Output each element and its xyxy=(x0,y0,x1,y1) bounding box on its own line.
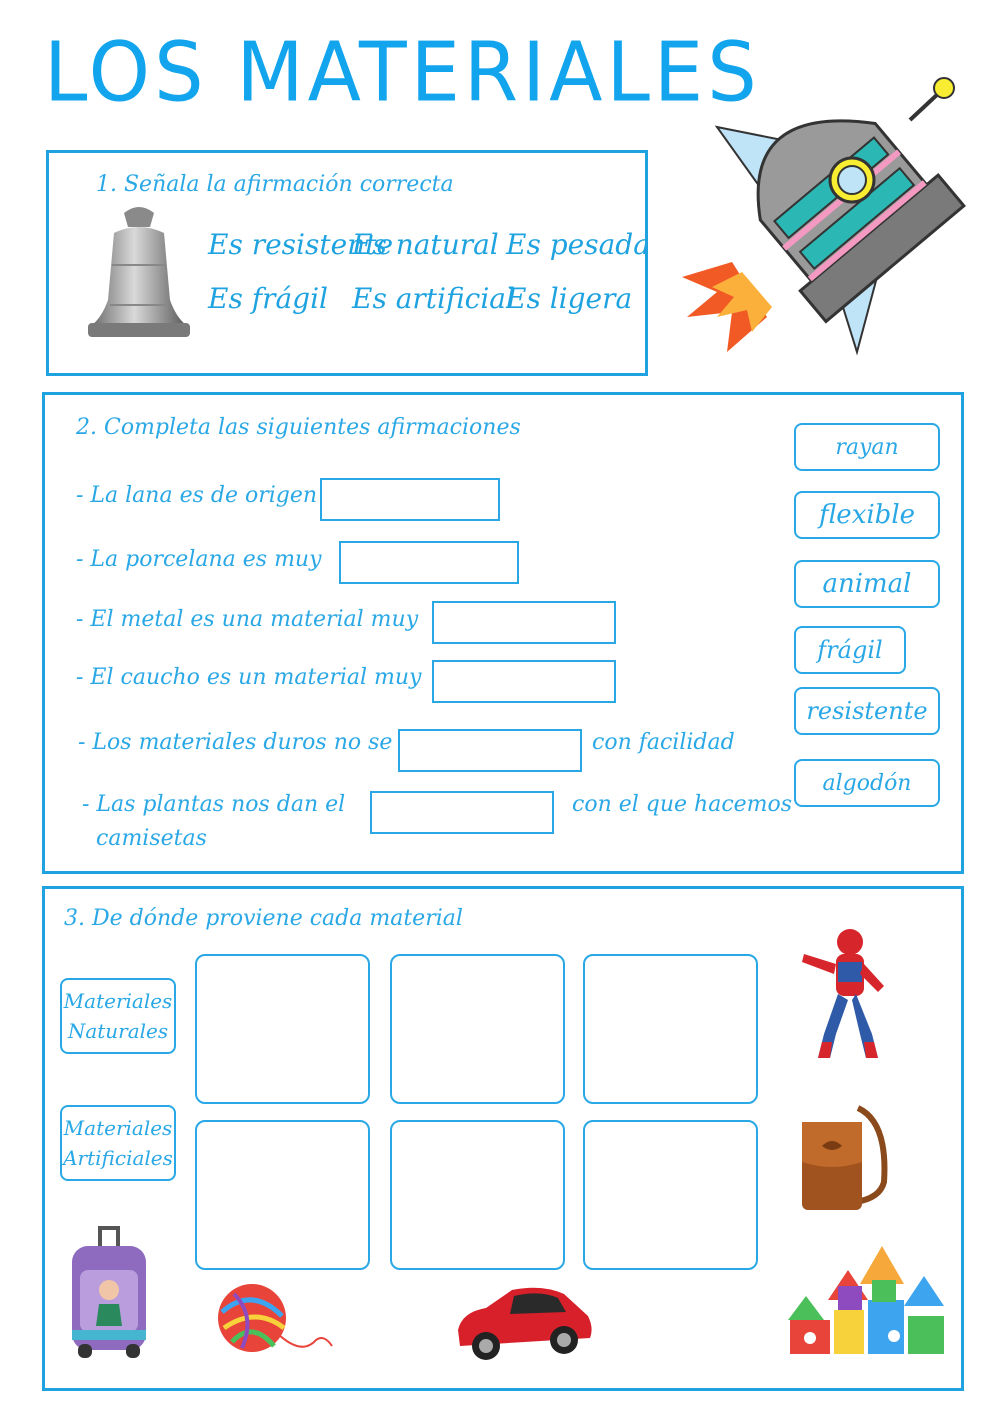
option-es-pesada[interactable]: Es pesada xyxy=(506,228,650,261)
statement-5-after: con facilidad xyxy=(592,730,735,755)
category-naturales-line2: Naturales xyxy=(67,1019,169,1043)
word-chip-resistente[interactable]: resistente xyxy=(794,687,940,735)
leather-bag-icon[interactable] xyxy=(796,1102,892,1214)
statement-4-text: - El caucho es un material muy xyxy=(76,665,422,690)
drop-zone-artificial-3[interactable] xyxy=(583,1120,758,1270)
statement-2-blank[interactable] xyxy=(339,541,519,584)
category-artificiales-line2: Artificiales xyxy=(63,1146,173,1170)
wooden-blocks-icon[interactable] xyxy=(784,1240,950,1358)
statement-1-text: - La lana es de origen xyxy=(76,483,318,508)
statement-6-blank[interactable] xyxy=(370,791,554,834)
rocket-icon xyxy=(672,62,982,362)
statement-6-after: con el que hacemos xyxy=(572,792,793,817)
category-artificiales xyxy=(60,1105,176,1181)
statement-2-text: - La porcelana es muy xyxy=(76,547,322,572)
statement-3-text: - El metal es una material muy xyxy=(76,607,419,632)
school-backpack-icon[interactable] xyxy=(66,1226,152,1360)
drop-zone-natural-3[interactable] xyxy=(583,954,758,1104)
option-es-resistente[interactable]: Es resistente xyxy=(208,228,394,261)
word-chip-animal[interactable]: animal xyxy=(794,560,940,608)
option-es-natural[interactable]: Es natural xyxy=(352,228,499,261)
statement-6-cont: camisetas xyxy=(96,826,207,851)
statement-4-blank[interactable] xyxy=(432,660,616,703)
statement-1-blank[interactable] xyxy=(320,478,500,521)
section-1-heading: 1. Señala la afirmación correcta xyxy=(96,172,454,197)
statement-3-blank[interactable] xyxy=(432,601,616,644)
option-es-fragil[interactable]: Es frágil xyxy=(208,282,328,315)
word-chip-rayan[interactable]: rayan xyxy=(794,423,940,471)
word-chip-fragil[interactable]: frágil xyxy=(794,626,906,674)
statement-5-blank[interactable] xyxy=(398,729,582,772)
category-artificiales-line1: Materiales xyxy=(63,1116,173,1140)
word-chip-algodon[interactable]: algodón xyxy=(794,759,940,807)
red-car-icon[interactable] xyxy=(452,1276,596,1366)
word-chip-flexible[interactable]: flexible xyxy=(794,491,940,539)
wool-ball-icon[interactable] xyxy=(212,1276,342,1362)
page-title: LOS MATERIALES xyxy=(44,25,761,121)
drop-zone-artificial-1[interactable] xyxy=(195,1120,370,1270)
section-2-heading: 2. Completa las siguientes afirmaciones xyxy=(76,415,521,440)
spiderman-figure-icon[interactable] xyxy=(798,924,896,1060)
drop-zone-artificial-2[interactable] xyxy=(390,1120,565,1270)
category-naturales-line1: Materiales xyxy=(63,989,173,1013)
category-naturales xyxy=(60,978,176,1054)
drop-zone-natural-1[interactable] xyxy=(195,954,370,1104)
drop-zone-natural-2[interactable] xyxy=(390,954,565,1104)
statement-5-text: - Los materiales duros no se xyxy=(78,730,393,755)
option-es-artificial[interactable]: Es artificial xyxy=(352,282,515,315)
statement-6-text: - Las plantas nos dan el xyxy=(82,792,346,817)
bell-icon xyxy=(84,205,194,345)
option-es-ligera[interactable]: Es ligera xyxy=(506,282,633,315)
section-3-heading: 3. De dónde proviene cada material xyxy=(64,906,463,931)
